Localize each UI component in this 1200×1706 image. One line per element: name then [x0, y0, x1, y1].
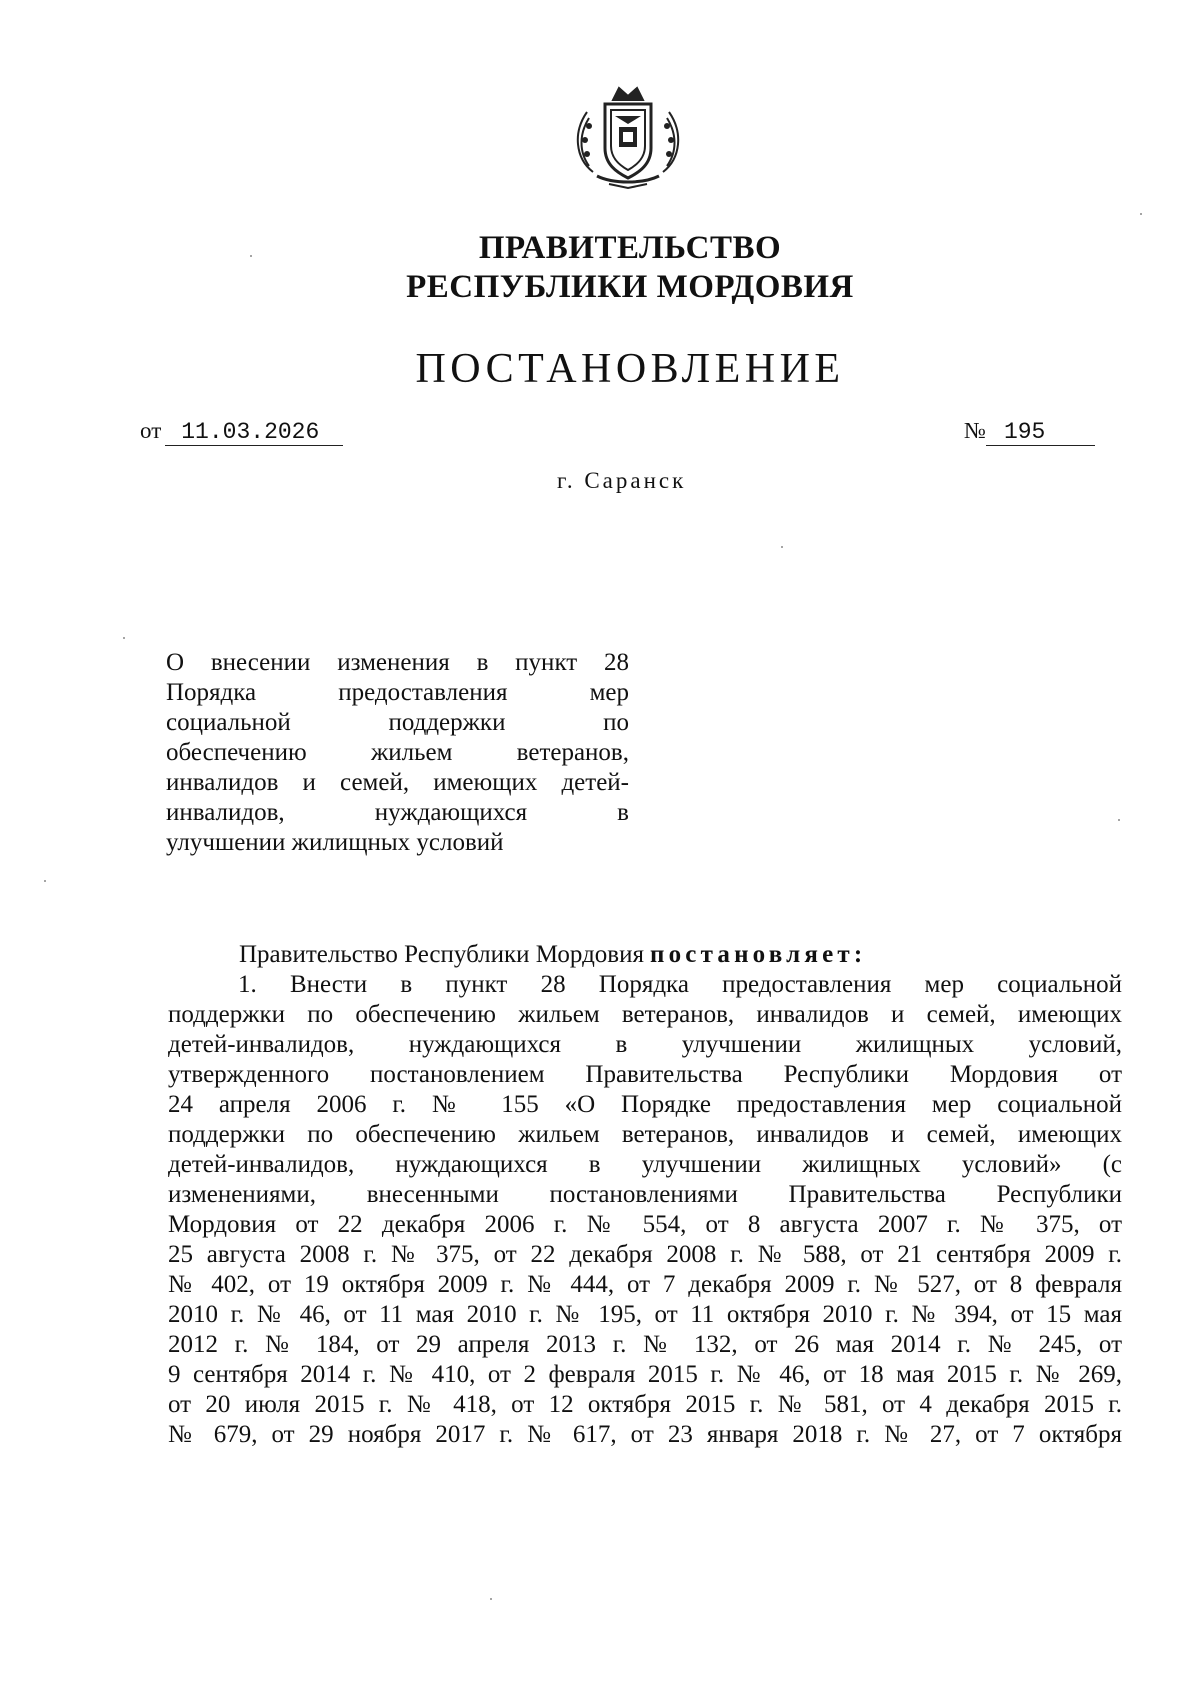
subject-line: Порядка предоставления мер [166, 679, 629, 706]
body-line: 2012 г. № 184, от 29 апреля 2013 г. № 132, от 26 мая 2014 г. № 245, от [168, 1331, 1122, 1358]
subject-line: инвалидов, нуждающихся в [166, 799, 629, 826]
body-line: поддержки по обеспечению жильем ветеранов, инвалидов и семей, имеющих [168, 1001, 1122, 1028]
subject-line: О внесении изменения в пункт 28 [166, 649, 629, 676]
government-name-line1: ПРАВИТЕЛЬСТВО [478, 230, 782, 266]
preamble-verb: постановляет: [649, 941, 867, 968]
subject-line: инвалидов и семей, имеющих детей- [166, 769, 629, 796]
document-type-title: ПОСТАНОВЛЕНИЕ [415, 346, 845, 392]
scan-speck [1140, 213, 1142, 215]
body-line: 9 сентября 2014 г. № 410, от 2 февраля 2015 г. № 46, от 18 мая 2015 г. № 269, [168, 1361, 1122, 1388]
scan-speck [44, 880, 46, 882]
government-name-line2: РЕСПУБЛИКИ МОРДОВИЯ [406, 269, 854, 305]
scan-speck [123, 637, 125, 639]
date-prefix: от [140, 418, 162, 443]
body-line: Мордовия от 22 декабря 2006 г. № 554, от 8 августа 2007 г. № 375, от [168, 1211, 1122, 1238]
body-line: № 679, от 29 ноября 2017 г. № 617, от 23 января 2018 г. № 27, от 7 октября [168, 1421, 1122, 1448]
body-line: 24 апреля 2006 г. № 155 «О Порядке предоставления мер социальной [168, 1091, 1122, 1118]
subject-line: улучшении жилищных условий [166, 829, 504, 856]
body-line: от 20 июля 2015 г. № 418, от 12 октября 2015 г. № 581, от 4 декабря 2015 г. [168, 1391, 1122, 1418]
subject-line: обеспечению жильем ветеранов, [166, 739, 629, 766]
number-prefix: № [964, 418, 986, 443]
document-subject [166, 648, 629, 858]
document-number [964, 416, 1095, 446]
body-line: изменениями, внесенными постановлениями Правительства Республики [168, 1181, 1122, 1208]
body-line: 25 августа 2008 г. № 375, от 22 декабря 2008 г. № 588, от 21 сентября 2009 г. [168, 1241, 1122, 1268]
body-paragraph [168, 970, 1122, 1450]
body-line: № 402, от 19 октября 2009 г. № 444, от 7 декабря 2009 г. № 527, от 8 февраля [168, 1271, 1122, 1298]
subject-line: социальной поддержки по [166, 709, 629, 736]
document-date [140, 416, 343, 446]
scan-speck [250, 255, 252, 257]
number-value: 195 [986, 419, 1095, 446]
mordovia-coat-of-arms-icon [565, 80, 691, 190]
body-line: детей-инвалидов, нуждающихся в улучшении жилищных условий» (с [168, 1151, 1122, 1178]
scan-speck [781, 546, 783, 548]
scan-speck [490, 1598, 492, 1600]
body-line: 1. Внести в пункт 28 Порядка предоставления мер социальной [238, 971, 1122, 998]
body-line: 2010 г. № 46, от 11 мая 2010 г. № 195, от 11 октября 2010 г. № 394, от 15 мая [168, 1301, 1122, 1328]
date-value: 11.03.2026 [165, 419, 343, 446]
body-line: утвержденного постановлением Правительства Республики Мордовия от [168, 1061, 1122, 1088]
scan-speck [1118, 819, 1120, 821]
preamble-text: Правительство Республики Мордовия [239, 941, 644, 968]
preamble [239, 940, 866, 970]
body-line: детей-инвалидов, нуждающихся в улучшении жилищных условий, [168, 1031, 1122, 1058]
city-name: г. Саранск [557, 468, 687, 493]
body-line: поддержки по обеспечению жильем ветеранов, инвалидов и семей, имеющих [168, 1121, 1122, 1148]
